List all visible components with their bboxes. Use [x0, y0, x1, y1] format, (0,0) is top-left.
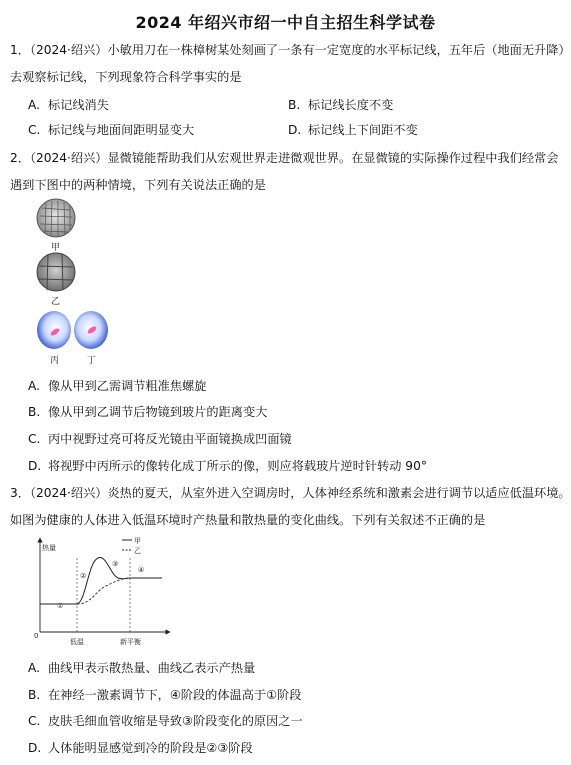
q2-option-d[interactable]	[28, 458, 427, 474]
option-text: 在神经一激素调节下，④阶段的体温高于①阶段	[48, 688, 302, 702]
q2-stem-line1: 2．（2024·绍兴）显微镜能帮助我们从宏观世界走进微观世界。在显微镜的实际操作过程中我们经常会	[10, 151, 559, 165]
stage-3-label: ③	[112, 560, 119, 568]
option-key: D.	[28, 741, 42, 755]
option-text: 将视野中丙所示的像转化成丁所示的像，则应将载玻片逆时针转动 90°	[48, 459, 427, 473]
option-key: B.	[28, 688, 41, 702]
legend-jia: 甲	[134, 537, 141, 545]
legend-yi: 乙	[134, 547, 141, 555]
microscope-view-ding	[73, 310, 109, 350]
option-key: B.	[28, 405, 41, 419]
q3-stem-line1: 3．（2024·绍兴）炎热的夏天，从室外进入空调房时，人体神经系统和激素会进行调节以适应低温环境。	[10, 486, 571, 500]
option-key: C.	[28, 432, 41, 446]
caption-jia: 甲	[51, 243, 61, 253]
q1-option-a[interactable]	[28, 97, 109, 113]
q1-stem-line2: 去观察标记线，下列现象符合科学事实的是	[10, 70, 242, 84]
stage-2-label: ②	[80, 572, 87, 580]
heat-change-graph	[30, 534, 180, 654]
q1-option-c[interactable]	[28, 122, 194, 138]
x-tick-low-temp: 低温	[70, 638, 84, 646]
option-key: A.	[28, 98, 40, 112]
q1-stem-line1: 1．（2024·绍兴）小敏用刀在一株樟树某处刻画了一条有一定宽度的水平标记线，五年后（地面无升降）	[10, 43, 571, 57]
microscope-view-bing	[36, 310, 72, 350]
page-title: 2024 年绍兴市绍一中自主招生科学试卷	[135, 13, 436, 32]
option-key: C.	[28, 123, 41, 137]
microscope-view-yi	[36, 252, 76, 292]
q3-option-b[interactable]	[28, 687, 301, 703]
q3-option-d[interactable]	[28, 740, 253, 756]
q3-option-c[interactable]	[28, 713, 303, 729]
q2-option-c[interactable]	[28, 431, 292, 447]
option-key: A.	[28, 379, 40, 393]
curve-jia	[77, 557, 162, 604]
q3-stem-line2: 如图为健康的人体进入低温环境时产热量和散热量的变化曲线。下列有关叙述不正确的是	[10, 513, 486, 527]
option-text: 丙中视野过亮可将反光镜由平面镜换成凹面镜	[48, 432, 292, 446]
option-key: A.	[28, 661, 40, 675]
option-text: 曲线甲表示散热量、曲线乙表示产热量	[48, 661, 256, 675]
q1-option-d[interactable]	[288, 122, 418, 138]
option-text: 像从甲到乙调节后物镜到玻片的距离变大	[48, 405, 268, 419]
origin-label: 0	[34, 632, 39, 640]
option-key: D.	[28, 459, 42, 473]
option-text: 标记线与地面间距明显变大	[48, 123, 195, 137]
option-text: 标记线上下间距不变	[308, 123, 418, 137]
microscope-view-jia	[36, 198, 76, 238]
option-text: 像从甲到乙需调节粗准焦螺旋	[48, 379, 207, 393]
option-key: C.	[28, 714, 41, 728]
option-text: 标记线消失	[48, 98, 109, 112]
option-text: 皮肤毛细血管收缩是导致③阶段变化的原因之一	[48, 714, 303, 728]
q2-stem-line2: 遇到下图中的两种情境，下列有关说法正确的是	[10, 178, 266, 192]
y-axis-label: 热量	[42, 544, 56, 552]
option-text: 标记线长度不变	[308, 98, 394, 112]
option-key: B.	[288, 98, 301, 112]
x-tick-new-balance: 新平衡	[120, 638, 141, 646]
q2-option-b[interactable]	[28, 404, 267, 420]
q3-option-a[interactable]	[28, 660, 255, 676]
stage-4-label: ④	[138, 566, 145, 574]
q2-option-a[interactable]	[28, 378, 206, 394]
caption-yi: 乙	[51, 297, 61, 307]
q1-option-b[interactable]	[288, 97, 393, 113]
caption-bing: 丙	[50, 356, 60, 366]
option-text: 人体能明显感觉到冷的阶段是②③阶段	[48, 741, 253, 755]
caption-ding: 丁	[87, 356, 97, 366]
option-key: D.	[288, 123, 302, 137]
stage-1-label: ①	[57, 602, 64, 610]
